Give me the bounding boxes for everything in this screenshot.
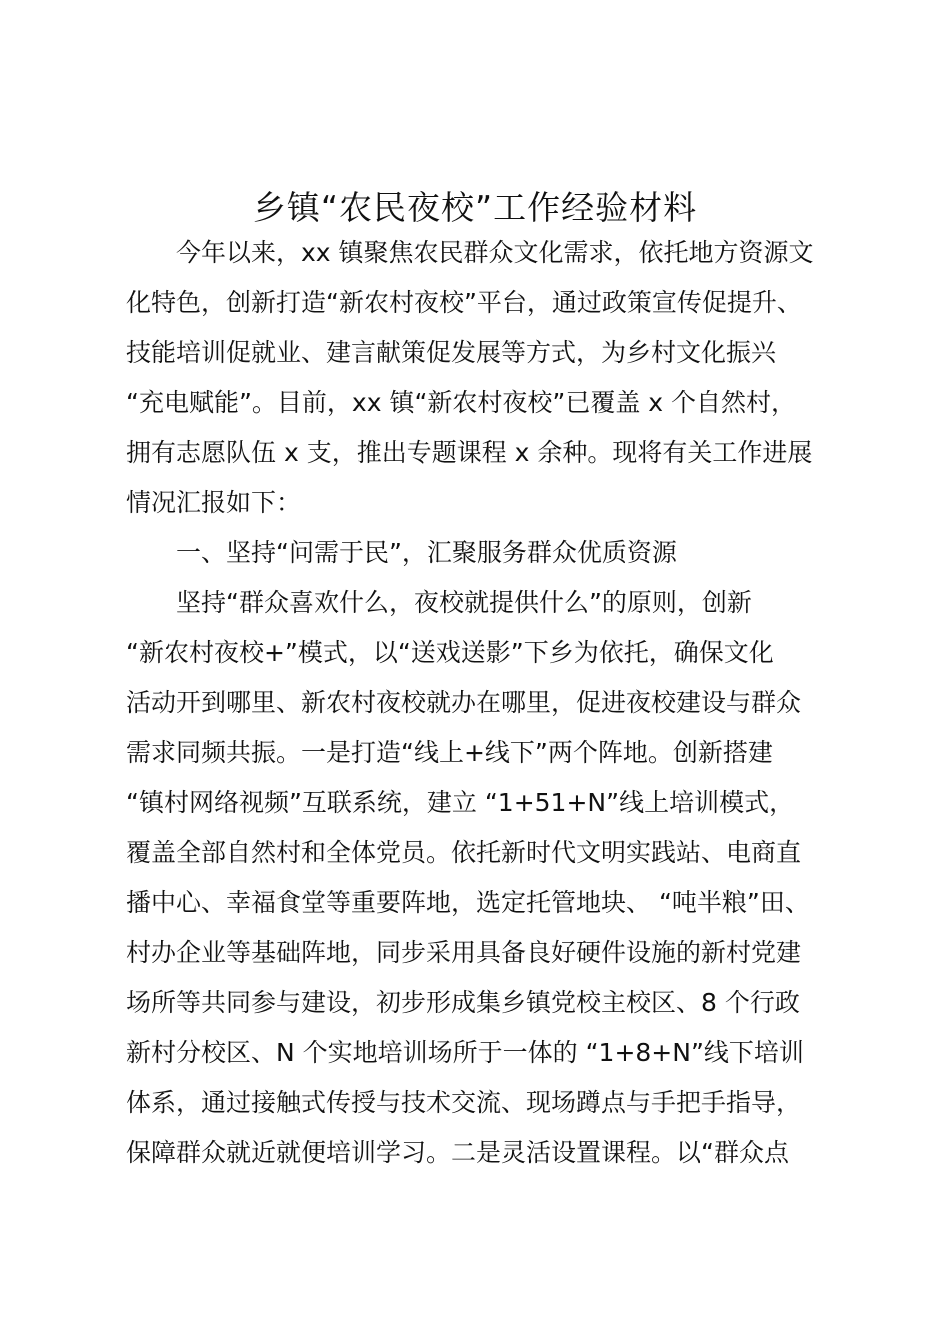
- document-title: 乡镇“农民夜校”工作经验材料: [252, 188, 698, 227]
- paragraph-line: 新村分校区、N 个实地培训场所于一体的 “1+8+N”线下培训: [126, 1038, 804, 1067]
- paragraph-line: 需求同频共振。一是打造“线上+线下”两个阵地。创新搭建: [126, 738, 773, 767]
- paragraph-line: 活动开到哪里、新农村夜校就办在哪里，促进夜校建设与群众: [126, 688, 802, 717]
- paragraph-line: 拥有志愿队伍 x 支，推出专题课程 x 余种。现将有关工作进展: [126, 438, 813, 467]
- paragraph-line: 坚持“群众喜欢什么，夜校就提供什么”的原则，创新: [176, 588, 752, 617]
- paragraph-line: 播中心、幸福食堂等重要阵地，选定托管地块、 “吨半粮”田、: [126, 888, 810, 917]
- paragraph-line: 场所等共同参与建设，初步形成集乡镇党校主校区、8 个行政: [126, 988, 800, 1017]
- paragraph-line: 情况汇报如下：: [126, 488, 302, 517]
- paragraph-line: 覆盖全部自然村和全体党员。依托新时代文明实践站、电商直: [126, 838, 802, 867]
- paragraph-line: “充电赋能”。目前，xx 镇“新农村夜校”已覆盖 x 个自然村，: [126, 388, 797, 417]
- section-heading: 一、坚持“问需于民”，汇聚服务群众优质资源: [176, 538, 677, 567]
- paragraph-line: 化特色，创新打造“新农村夜校”平台，通过政策宣传促提升、: [126, 288, 802, 317]
- paragraph-line: 今年以来，xx 镇聚焦农民群众文化需求，依托地方资源文: [176, 238, 814, 267]
- paragraph-line: 体系，通过接触式传授与技术交流、现场蹲点与手把手指导，: [126, 1088, 802, 1117]
- paragraph-line: 村办企业等基础阵地，同步采用具备良好硬件设施的新村党建: [126, 938, 802, 967]
- paragraph-line: 技能培训促就业、建言献策促发展等方式，为乡村文化振兴: [126, 338, 777, 367]
- paragraph-line: “新农村夜校+”模式，以“送戏送影”下乡为依托，确保文化: [126, 638, 774, 667]
- paragraph-line: “镇村网络视频”互联系统，建立 “1+51+N”线上培训模式，: [126, 788, 795, 817]
- paragraph-line: 保障群众就近就便培训学习。二是灵活设置课程。以“群众点: [126, 1138, 789, 1167]
